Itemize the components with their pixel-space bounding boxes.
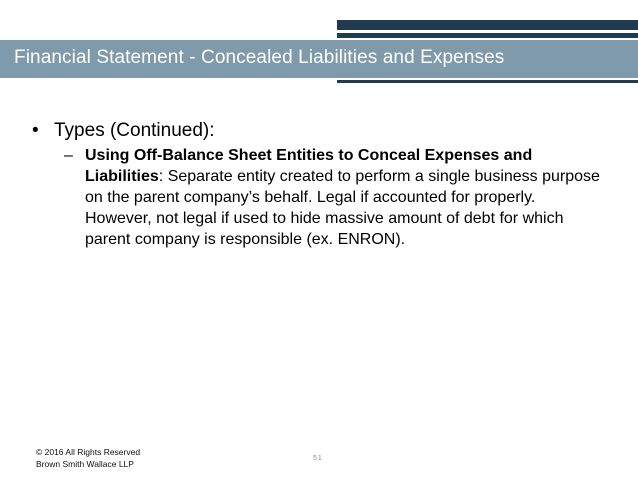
title-decoration-bar-middle bbox=[337, 33, 638, 38]
bullet-item bbox=[32, 120, 215, 142]
sub-bullet-item bbox=[64, 145, 604, 250]
sub-bullet-body: : Separate entity created to perform a single business purpose on the parent company’s behalf. Legal if accounted for properly. However, not legal if used to hide massive amount of debt for which parent company is responsible (ex. ENRON). bbox=[85, 168, 600, 248]
footer bbox=[36, 446, 140, 470]
title-decoration-bar-top bbox=[337, 20, 638, 30]
footer-company: Brown Smith Wallace LLP bbox=[36, 459, 134, 469]
bullet-marker: • bbox=[32, 120, 39, 141]
title-decoration-bar-bottom bbox=[337, 80, 638, 83]
footer-copyright: © 2016 All Rights Reserved bbox=[36, 447, 141, 457]
sub-bullet-text bbox=[85, 145, 604, 250]
sub-bullet-heading: Using Off-Balance Sheet Entities to Conceal Expenses and Liabilities bbox=[85, 147, 533, 185]
slide-title: Financial Statement - Concealed Liabilities and Expenses bbox=[14, 47, 505, 68]
page-number: 51 bbox=[313, 455, 323, 462]
bullet-text: Types (Continued): bbox=[54, 120, 215, 141]
sub-bullet-marker: – bbox=[64, 147, 73, 164]
